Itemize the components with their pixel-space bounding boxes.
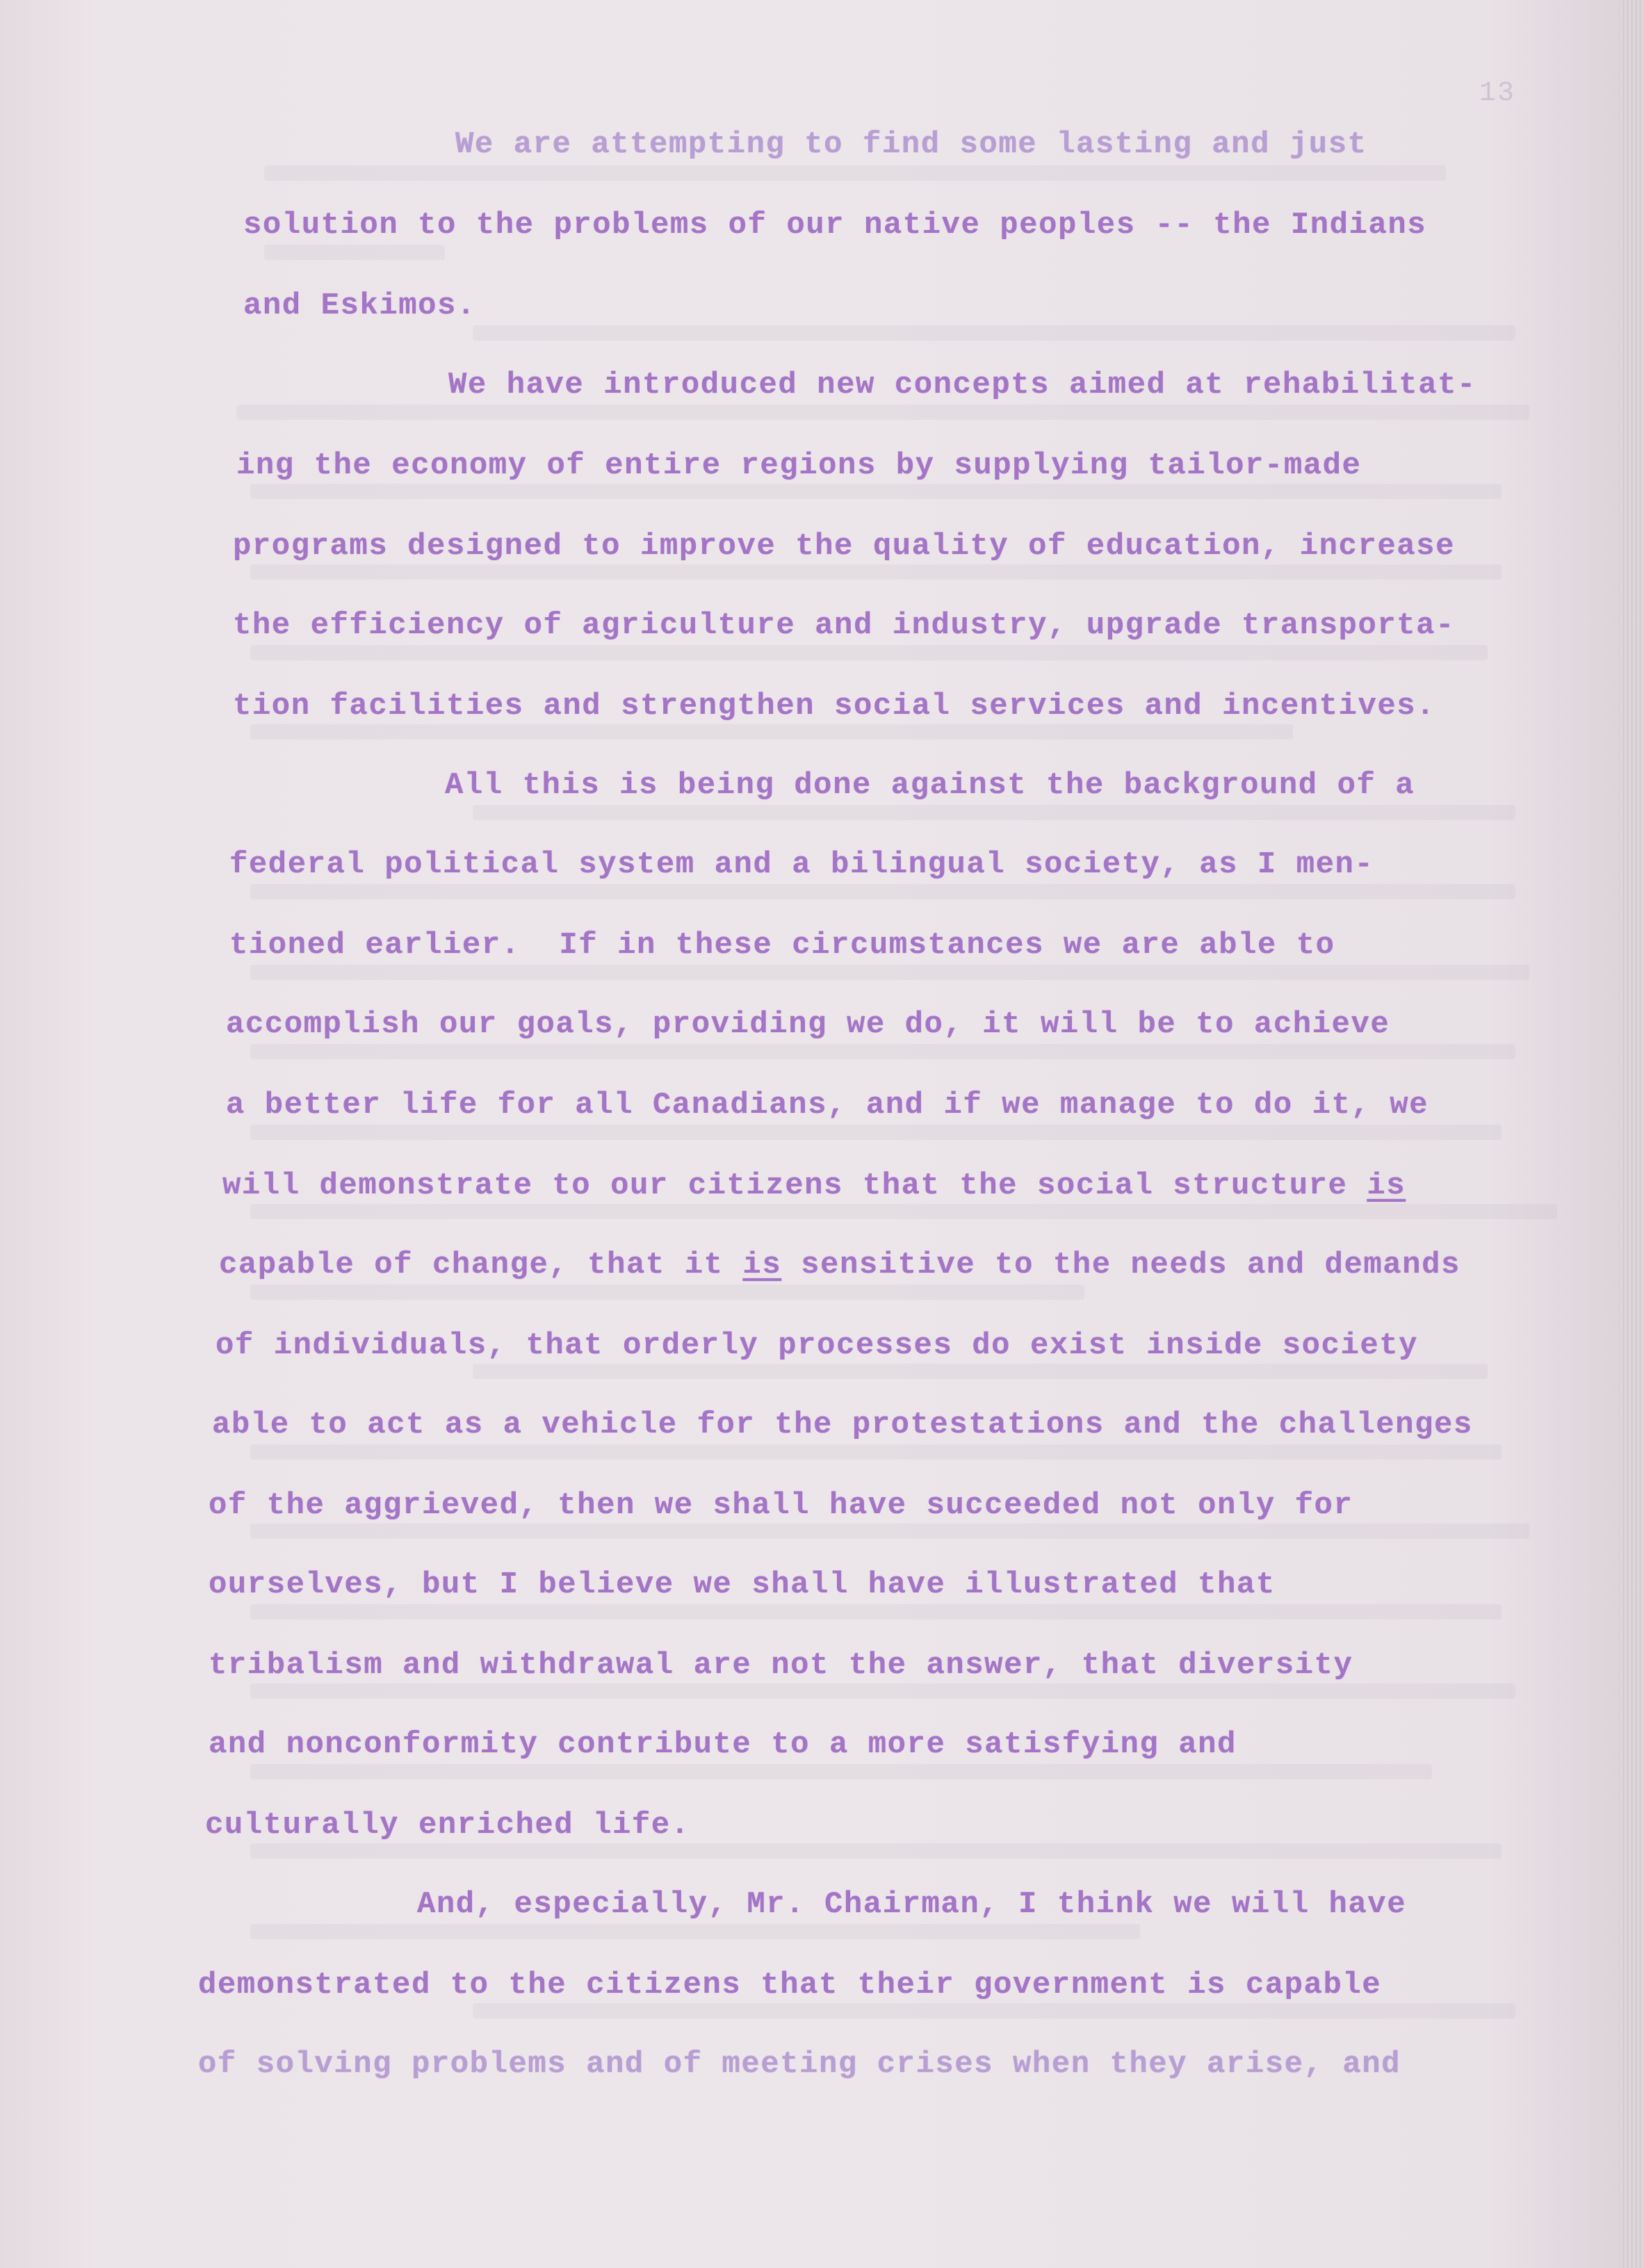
text-line: demonstrated to the citizens that their government is capable — [198, 1968, 1382, 2002]
text-line — [222, 1170, 1406, 1201]
text-segment: sensitive to the needs and demands — [781, 1248, 1460, 1282]
text-line: culturally enriched life. — [205, 1808, 690, 1843]
text-line: the efficiency of agriculture and industry, upgrade transporta- — [233, 608, 1455, 643]
text-line: We have introduced new concepts aimed at rehabilitat- — [448, 368, 1476, 402]
text-line: of solving problems and of meeting crises when they arise, and — [198, 2047, 1401, 2082]
text-line: of individuals, that orderly processes do exist inside society — [215, 1328, 1419, 1363]
text-line: federal political system and a bilingual society, as I men- — [229, 847, 1374, 882]
text-line: of the aggrieved, then we shall have succeeded not only for — [209, 1488, 1353, 1523]
underlined-word: is — [742, 1248, 782, 1282]
text-line: We are attempting to find some lasting and just — [455, 127, 1367, 162]
text-line: All this is being done against the background of a — [445, 768, 1415, 803]
text-line: tribalism and withdrawal are not the answer, that diversity — [209, 1648, 1353, 1683]
text-line: tion facilities and strengthen social services and incentives. — [233, 689, 1436, 724]
text-line: and nonconformity contribute to a more satisfying and — [209, 1727, 1237, 1762]
underlined-word: is — [1367, 1168, 1406, 1203]
text-line: programs designed to improve the quality of education, increase — [233, 529, 1455, 564]
text-line: able to act as a vehicle for the protestations and the challenges — [212, 1408, 1473, 1442]
text-line — [219, 1250, 1460, 1280]
text-line: a better life for all Canadians, and if we manage to do it, we — [226, 1088, 1429, 1123]
text-segment: capable of change, that it — [219, 1248, 743, 1282]
text-line: solution to the problems of our native peoples -- the Indians — [243, 208, 1427, 243]
text-line: tioned earlier. If in these circumstances we are able to — [229, 928, 1335, 963]
text-line: ourselves, but I believe we shall have illustrated that — [209, 1567, 1276, 1602]
page-number: 13 — [1479, 78, 1516, 109]
text-line: And, especially, Mr. Chairman, I think we will have — [417, 1887, 1407, 1922]
text-line: accomplish our goals, providing we do, it will be to achieve — [226, 1007, 1390, 1042]
text-line: ing the economy of entire regions by supplying tailor-made — [236, 448, 1362, 483]
page-edge — [1620, 0, 1644, 2268]
text-line: and Eskimos. — [243, 288, 476, 323]
text-segment: will demonstrate to our citizens that the social structure — [222, 1168, 1367, 1203]
